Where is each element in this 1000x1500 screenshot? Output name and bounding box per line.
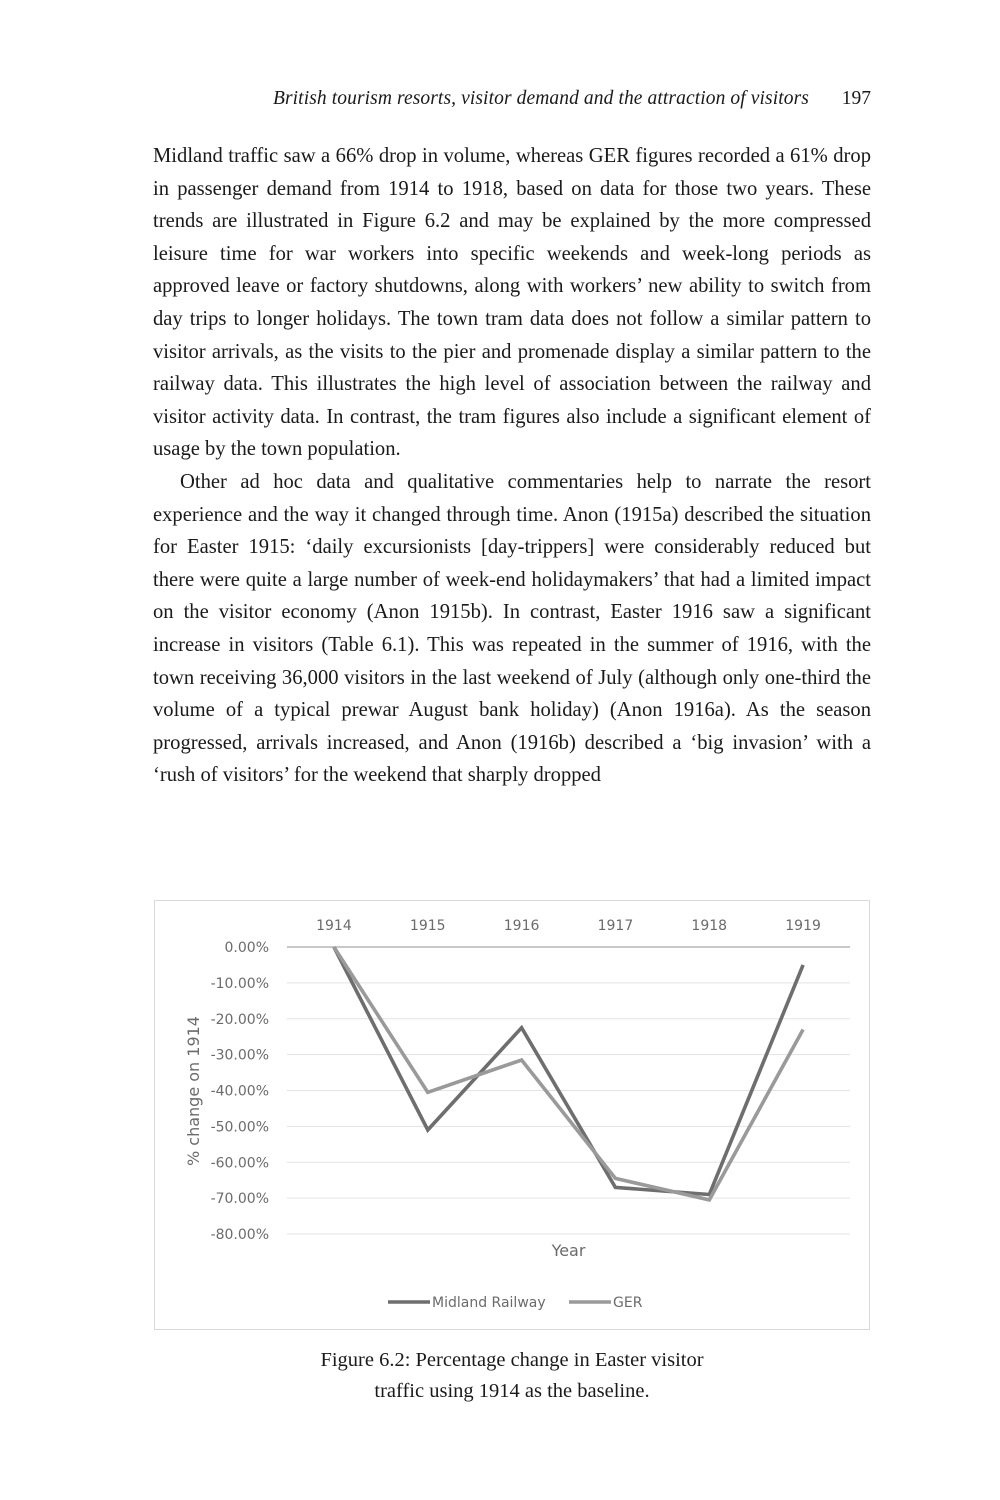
x-axis-title: Year xyxy=(551,1241,586,1260)
body-text xyxy=(153,140,871,792)
figure-caption xyxy=(153,1345,871,1407)
page-number: 197 xyxy=(841,88,871,109)
figure-chart xyxy=(154,900,870,1330)
running-title: British tourism resorts, visitor demand and the attraction of visitors xyxy=(272,88,809,109)
y-tick-label: -30.00% xyxy=(210,1047,269,1064)
x-tick-label: 1917 xyxy=(597,918,634,934)
legend-label: GER xyxy=(613,1295,643,1311)
y-axis-title: % change on 1914 xyxy=(184,1016,203,1166)
x-tick-label: 1916 xyxy=(503,918,540,934)
legend-label: Midland Railway xyxy=(432,1295,546,1311)
y-tick-label: -20.00% xyxy=(210,1011,269,1028)
y-tick-label: 0.00% xyxy=(224,940,269,956)
paragraph: Midland traffic saw a 66% drop in volume, whereas GER figures recorded a 61% drop in passenger demand from 1914 to 1918, based on data for those two years. These trends are illustrated in Figure 6.2 and may be explained by the more compressed leisure time for war workers into specific weekends and week-long periods as approved leave or factory shutdowns, along with workers’ new ability to switch from day trips to longer holidays. The town tram data does not follow a similar pattern to visitor arrivals, as the visits to the pier and promenade display a similar pattern to the railway data. This illustrates the high level of association between the railway and visitor activity data. In contrast, the tram figures also include a significant element of usage by the town population. xyxy=(153,145,871,461)
y-tick-label: -50.00% xyxy=(210,1119,269,1136)
x-tick-label: 1914 xyxy=(316,918,352,934)
x-tick-label: 1918 xyxy=(691,918,728,934)
line-chart xyxy=(155,901,871,1331)
caption-line: Figure 6.2: Percentage change in Easter visitor xyxy=(320,1349,704,1371)
running-head xyxy=(153,88,871,118)
y-tick-label: -60.00% xyxy=(210,1155,269,1172)
x-tick-label: 1915 xyxy=(409,918,446,934)
y-tick-label: -80.00% xyxy=(210,1227,269,1243)
y-tick-label: -40.00% xyxy=(210,1083,269,1100)
x-tick-label: 1919 xyxy=(785,918,821,934)
y-tick-label: -70.00% xyxy=(210,1191,269,1208)
paragraph: Other ad hoc data and qualitative commentaries help to narrate the resort experience and the way it changed through time. Anon (1915a) described the situation for Easter 1915: ‘daily excursionists [day-trippers] were considerably reduced but there were quite a large number of week-end holidaymakers’ that had a limited impact on the visitor economy (Anon 1915b). In contrast, Easter 1916 saw a significant increase in visitors (Table 6.1). This was repeated in the summer of 1916, with the town receiving 36,000 visitors in the last weekend of July (although only one-third the volume of a typical prewar August bank holiday) (Anon 1916a). As the season progressed, arrivals increased, and Anon (1916b) described a ‘big invasion’ with a ‘rush of visitors’ for the weekend that sharply dropped xyxy=(153,470,871,787)
caption-line: traffic using 1914 as the baseline. xyxy=(374,1380,650,1402)
y-tick-label: -10.00% xyxy=(210,975,269,992)
